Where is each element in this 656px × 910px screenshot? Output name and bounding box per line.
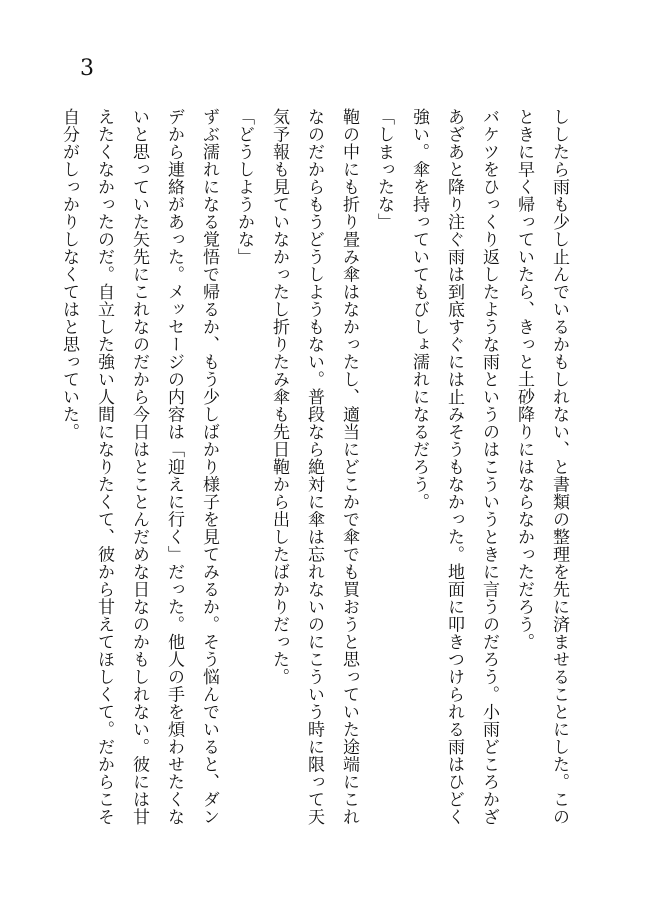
- paragraph: ずぶ濡れになる覚悟で帰るか、もう少しばかり様子を見てみるか。そう悩んでいると、ダンデから連絡があった。メッセージの内容は「迎えに行く」だった。他人の手を煩わせたくないと思っていた矢先にこれなのだから今日はとことんだめな日なのかもしれない。彼には甘えたくなかったのだ。自立した強い人間になりたくて、彼から甘えてほしくて。だからこそ自分がしっかりしなくてはと思っていた。: [59, 108, 219, 826]
- dialogue-line: 「しまったな」: [374, 108, 394, 231]
- body-text: [51, 108, 576, 828]
- paragraph: バケツをひっくり返したような雨というのはこういうときに言うのだろう。小雨どころかざあざあと降り注ぐ雨は到底すぐには止みそうもなかった。地面に叩きつけられる雨はひどく強い。傘を持っていてもびしょ濡れになるだろう。: [409, 108, 499, 826]
- dialogue-line: 「どうしようかな」: [234, 108, 254, 266]
- paragraph: 鞄の中にも折り畳み傘はなかったし、適当にどこかで傘でも買おうと思っていた途端にこれなのだからもうどうしようもない。普段なら絶対に傘は忘れないのにこういう時に限って天気予報も見ていなかったし折りたみ傘も先日鞄から出したばかりだった。: [269, 108, 359, 826]
- paragraph: ししたら雨も少し止んでいるかもしれない、と書類の整理を先に済ませることにした。このときに早く帰っていたら、きっと土砂降りにはならなかっただろう。: [514, 108, 569, 826]
- page-number: 3: [80, 56, 94, 81]
